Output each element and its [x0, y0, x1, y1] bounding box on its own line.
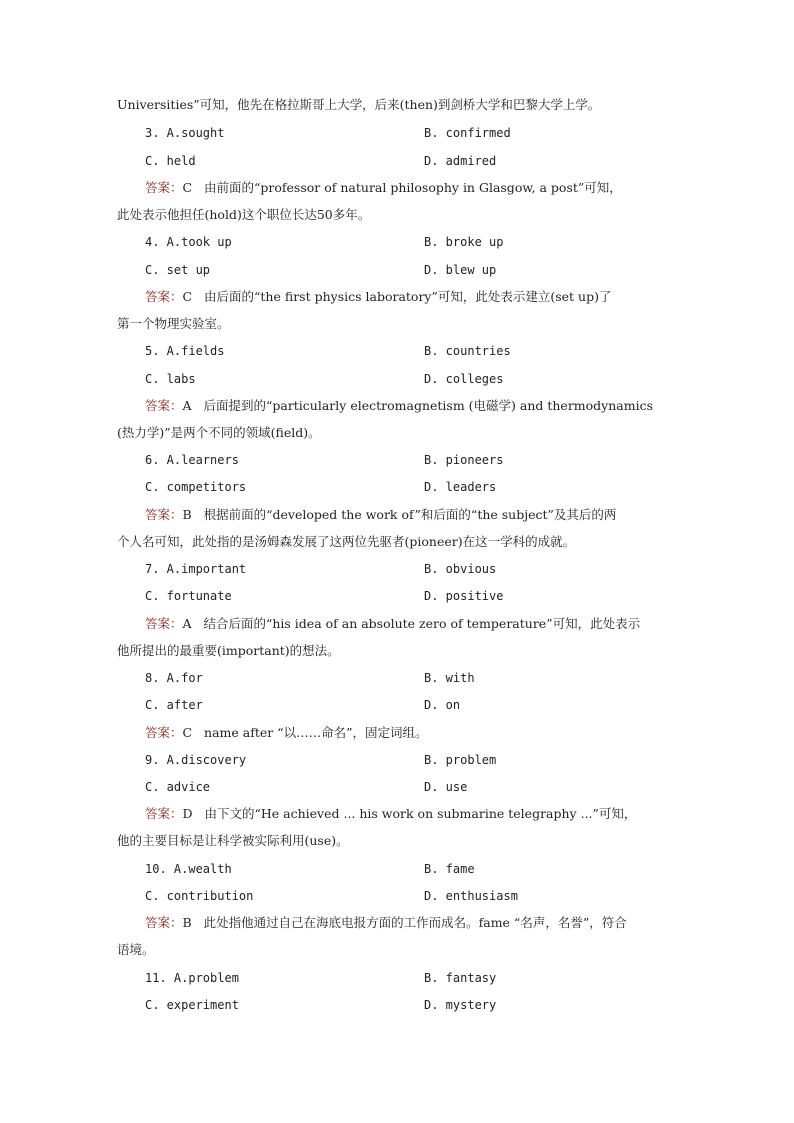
answer-line: [145, 805, 679, 823]
option-a: 8. A.for: [145, 671, 203, 685]
option-d: D. mystery: [424, 998, 497, 1012]
option-c: C. contribution: [145, 889, 254, 903]
answer-label: 答案：: [145, 180, 183, 195]
option-row: [145, 370, 645, 388]
option-c: C. set up: [145, 263, 211, 277]
explanation-text: 后面提到的“particularly electromagnetism (电磁学) and thermodynamics: [203, 398, 654, 413]
option-row: [145, 124, 645, 142]
answer-label: 答案：: [145, 725, 183, 740]
option-row: [145, 342, 645, 360]
option-row: [145, 669, 645, 687]
explanation-text: 由后面的“the first physics laboratory”可知，此处表示建立(set up)了: [204, 289, 612, 304]
answer-letter: C: [182, 289, 193, 304]
answer-label: 答案：: [145, 915, 183, 930]
option-row: [145, 560, 645, 578]
option-row: [145, 778, 645, 796]
option-row: [145, 860, 645, 878]
option-row: [145, 261, 645, 279]
answer-line: [145, 724, 679, 742]
explanation-text: 结合后面的“his idea of an absolute zero of temperature”可知，此处表示: [203, 616, 641, 631]
option-b: B. pioneers: [424, 453, 504, 467]
option-row: [145, 969, 645, 987]
option-d: D. enthusiasm: [424, 889, 518, 903]
answer-letter: D: [182, 806, 193, 821]
explanation-text: 根据前面的“developed the work of”和后面的“the subject”及其后的两: [203, 507, 617, 522]
answer-letter: B: [182, 915, 192, 930]
explanation-continued: 语境。: [117, 942, 155, 957]
answer-label: 答案：: [145, 289, 183, 304]
explanation-continued: 此处表示他担任(hold)这个职位长达50多年。: [117, 207, 371, 222]
option-row: [145, 478, 645, 496]
answer-label: 答案：: [145, 806, 183, 821]
option-b: B. confirmed: [424, 126, 511, 140]
answer-letter: A: [182, 616, 192, 631]
option-row: [145, 451, 645, 469]
option-row: [145, 696, 645, 714]
intro-line: Universities”可知，他先在格拉斯哥上大学，后来(then)到剑桥大学和巴黎大学上学。: [117, 97, 601, 112]
answer-letter: B: [182, 507, 192, 522]
option-a: 5. A.fields: [145, 344, 225, 358]
explanation-continued: (热力学)”是两个不同的领域(field)。: [117, 425, 321, 440]
option-c: C. advice: [145, 780, 211, 794]
option-a: 9. A.discovery: [145, 753, 247, 767]
explanation-continued: 他的主要目标是让科学被实际利用(use)。: [117, 833, 349, 848]
answer-label: 答案：: [145, 398, 183, 413]
answer-letter: A: [182, 398, 192, 413]
option-a: 3. A.sought: [145, 126, 225, 140]
answer-line: [145, 914, 679, 932]
option-d: D. leaders: [424, 480, 497, 494]
option-d: D. admired: [424, 154, 497, 168]
answer-line: [145, 615, 679, 633]
option-b: B. with: [424, 671, 475, 685]
option-c: C. experiment: [145, 998, 239, 1012]
option-d: D. blew up: [424, 263, 497, 277]
answer-label: 答案：: [145, 507, 183, 522]
option-a: 10. A.wealth: [145, 862, 232, 876]
option-c: C. fortunate: [145, 589, 232, 603]
option-d: D. colleges: [424, 372, 504, 386]
answer-label: 答案：: [145, 616, 183, 631]
option-d: D. on: [424, 698, 461, 712]
option-d: D. positive: [424, 589, 504, 603]
answer-line: [145, 397, 679, 415]
explanation-text: 由下文的“He achieved ... his work on submarine telegraphy ...”可知，: [204, 806, 637, 821]
option-c: C. held: [145, 154, 196, 168]
option-row: [145, 887, 645, 905]
explanation-continued: 第一个物理实验室。: [117, 316, 230, 331]
answer-letter: C: [182, 725, 193, 740]
option-row: [145, 152, 645, 170]
explanation-text: 由前面的“professor of natural philosophy in Glasgow, a post”可知，: [204, 180, 622, 195]
option-row: [145, 587, 645, 605]
explanation-continued: 他所提出的最重要(important)的想法。: [117, 643, 340, 658]
option-b: B. fame: [424, 862, 475, 876]
explanation-text: name after “以……命名”，固定词组。: [204, 725, 428, 740]
answer-letter: C: [182, 180, 193, 195]
option-b: B. countries: [424, 344, 511, 358]
option-b: B. fantasy: [424, 971, 497, 985]
option-a: 6. A.learners: [145, 453, 239, 467]
option-d: D. use: [424, 780, 468, 794]
option-a: 4. A.took up: [145, 235, 232, 249]
option-c: C. after: [145, 698, 203, 712]
answer-line: [145, 179, 679, 197]
option-row: [145, 996, 645, 1014]
answer-line: [145, 288, 679, 306]
option-a: 11. A.problem: [145, 971, 239, 985]
option-c: C. labs: [145, 372, 196, 386]
explanation-continued: 个人名可知，此处指的是汤姆森发展了这两位先驱者(pioneer)在这一学科的成就。: [117, 534, 576, 549]
option-b: B. broke up: [424, 235, 504, 249]
option-b: B. problem: [424, 753, 497, 767]
explanation-text: 此处指他通过自己在海底电报方面的工作而成名。fame “名声，名誉”，符合: [203, 915, 627, 930]
option-a: 7. A.important: [145, 562, 247, 576]
answer-line: [145, 506, 679, 524]
option-row: [145, 751, 645, 769]
option-row: [145, 233, 645, 251]
option-b: B. obvious: [424, 562, 497, 576]
option-c: C. competitors: [145, 480, 247, 494]
